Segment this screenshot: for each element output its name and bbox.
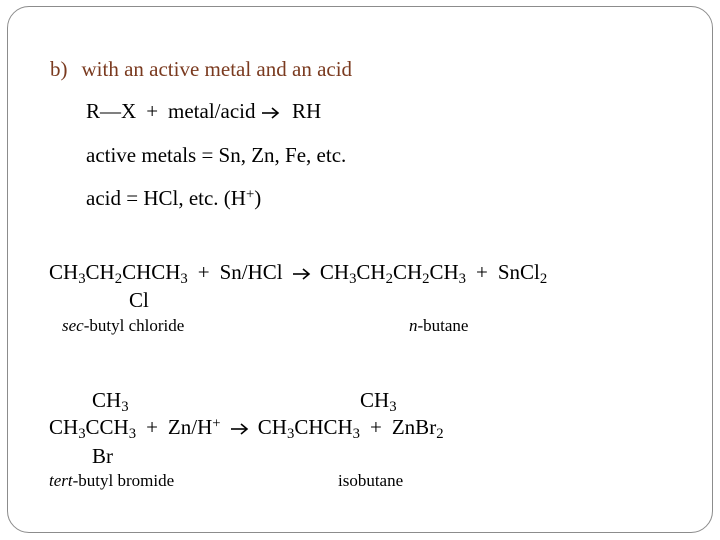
- reaction2-equation: [49, 415, 444, 443]
- reaction1-product-name: n-butane: [409, 316, 469, 335]
- reaction2-substituent: Br: [92, 444, 113, 468]
- general-lhs: R—X: [86, 99, 137, 123]
- reaction1-reagent: Sn/HCl: [219, 260, 283, 284]
- reaction1-reactant-name: sec-butyl chloride: [62, 316, 185, 335]
- reaction2-reagent: Zn/H+: [167, 415, 221, 439]
- general-plus: +: [146, 99, 159, 123]
- reaction1-substituent: Cl: [129, 288, 149, 312]
- active-metals-line: active metals = Sn, Zn, Fe, etc.: [86, 143, 347, 167]
- reaction2-product-name: isobutane: [338, 471, 404, 490]
- reaction1-plus: +: [197, 260, 210, 284]
- reaction2-reactant-top: $CH_3$: [92, 388, 129, 416]
- heading-label: b): [50, 57, 68, 81]
- general-equation: [86, 101, 321, 122]
- reaction2-reactant-name: tert-butyl bromide: [49, 471, 175, 490]
- acid-line: [86, 188, 261, 209]
- right-arrow-icon: [261, 101, 281, 122]
- reaction2-byproduct: ZnBr$_2$: [391, 415, 444, 443]
- section-heading: [50, 59, 352, 80]
- reaction1-equation: [49, 260, 548, 288]
- reaction1-reactant: $CH_3CH_2CHCH_3$: [49, 260, 188, 288]
- reaction2-reactant: $CH_3CCH_3$: [49, 415, 137, 443]
- reaction2-product: $CH_3CHCH_3$: [257, 415, 361, 443]
- reaction1-byproduct: SnCl$_2$: [497, 260, 548, 288]
- right-arrow-icon: [230, 417, 250, 438]
- reaction2-plus-2: +: [370, 415, 382, 439]
- reaction2-product-top: $CH_3$: [360, 388, 397, 416]
- reaction1-product: $CH_3CH_2CH_2CH_3$: [319, 260, 467, 288]
- acid-line-close: ): [254, 186, 262, 210]
- heading-text: with an active metal and an acid: [81, 57, 353, 81]
- acid-line-charge: +: [245, 186, 255, 203]
- general-product: RH: [292, 99, 322, 123]
- reaction1-plus-2: +: [476, 260, 488, 284]
- reaction2-plus: +: [146, 415, 158, 439]
- right-arrow-icon: [292, 262, 312, 283]
- general-reagent: metal/acid: [168, 99, 256, 123]
- acid-line-text: acid = HCl, etc. (H: [86, 186, 246, 210]
